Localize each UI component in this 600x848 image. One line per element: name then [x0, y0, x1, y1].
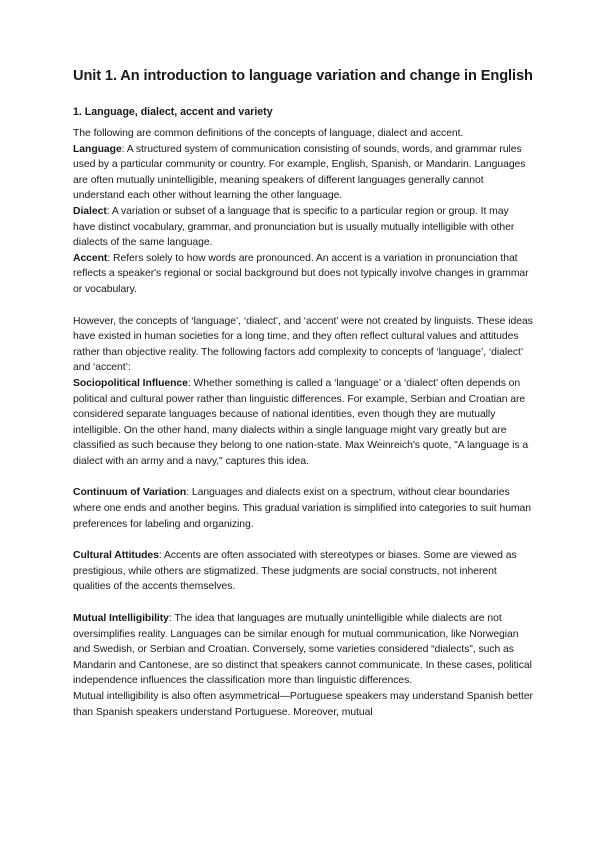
factor-text: : Whether something is called a ‘language’ or a ‘dialect’ often depends on political and cultural power rather than linguistic differences. For example, Serbian and Croatian are considered separate languages because of national identities, even though they are mutually intelligible. On the other hand, many dialects within a single language might vary greatly but are classified as such because they belong to one nation-state. Max Weinreich's quote, "A language is a dialect with an army and a navy," captures this idea.	[73, 377, 529, 467]
mutual-extra: Mutual intelligibility is also often asymmetrical—Portuguese speakers may understand Spanish better than Spanish speakers understand Portuguese. Moreover, mutual	[73, 691, 533, 718]
factor-mutual	[73, 611, 533, 689]
definition-language	[73, 142, 533, 204]
term-accent: Accent	[73, 252, 108, 264]
definition-text: : A variation or subset of a language that is specific to a particular region or group. It may have distinct vocabulary, grammar, and pronunciation but is usually mutually intelligible with other dialects of the same language.	[73, 205, 515, 249]
document-page	[73, 68, 533, 720]
definition-accent	[73, 251, 533, 298]
term-dialect: Dialect	[73, 205, 107, 217]
factors-intro: However, the concepts of ‘language’, ‘dialect’, and ‘accent’ were not created by linguists. These ideas have existed in human societies for a long time, and they often reflect cultural values and attitudes rather than objective reality. The following factors add complexity to concepts of ‘language’, ‘dialect’ and ‘accent’:	[73, 315, 533, 374]
section-heading: 1. Language, dialect, accent and variety	[73, 106, 273, 118]
document-title: Unit 1. An introduction to language variation and change in English	[73, 68, 533, 84]
term-language: Language	[73, 143, 122, 155]
factor-continuum	[73, 485, 533, 532]
factor-cultural	[73, 548, 533, 595]
section-intro: The following are common definitions of the concepts of language, dialect and accent.	[73, 128, 464, 139]
factor-text: : The idea that languages are mutually unintelligible while dialects are not oversimplifies reality. Languages can be similar enough for mutual communication, like Norwegian and Swedish, or Serbian and Croatian. Conversely, some varieties considered “dialects”, such as Mandarin and Cantonese, are so distinct that speakers cannot communicate. In these cases, political independence influences the classification more than linguistic differences.	[73, 613, 532, 687]
term-continuum: Continuum of Variation	[73, 487, 187, 499]
term-mutual: Mutual Intelligibility	[73, 613, 169, 625]
factor-text: : Languages and dialects exist on a spectrum, without clear boundaries where one ends and another begins. This gradual variation is simplified into categories to suit human preferences for labeling and organizing.	[73, 487, 531, 530]
definition-dialect	[73, 204, 533, 251]
definition-text: : Refers solely to how words are pronounced. An accent is a variation in pronunciation that reflects a speaker's regional or social background but does not typically involve changes in grammar or vocabulary.	[73, 252, 529, 295]
factor-sociopolitical	[73, 376, 533, 470]
term-sociopolitical: Sociopolitical Influence	[73, 377, 188, 389]
term-cultural: Cultural Attitudes	[73, 550, 159, 562]
definition-text: : A structured system of communication consisting of sounds, words, and grammar rules used by a particular community or country. For example, English, Spanish, or Mandarin. Languages are often mutually unintelligible, meaning speakers of different languages generally cannot understand each other without learning the other language.	[73, 143, 526, 202]
factor-text: : Accents are often associated with stereotypes or biases. Some are viewed as prestigious, while others are stigmatized. These judgments are social constructs, not inherent qualities of the accents themselves.	[73, 550, 517, 593]
